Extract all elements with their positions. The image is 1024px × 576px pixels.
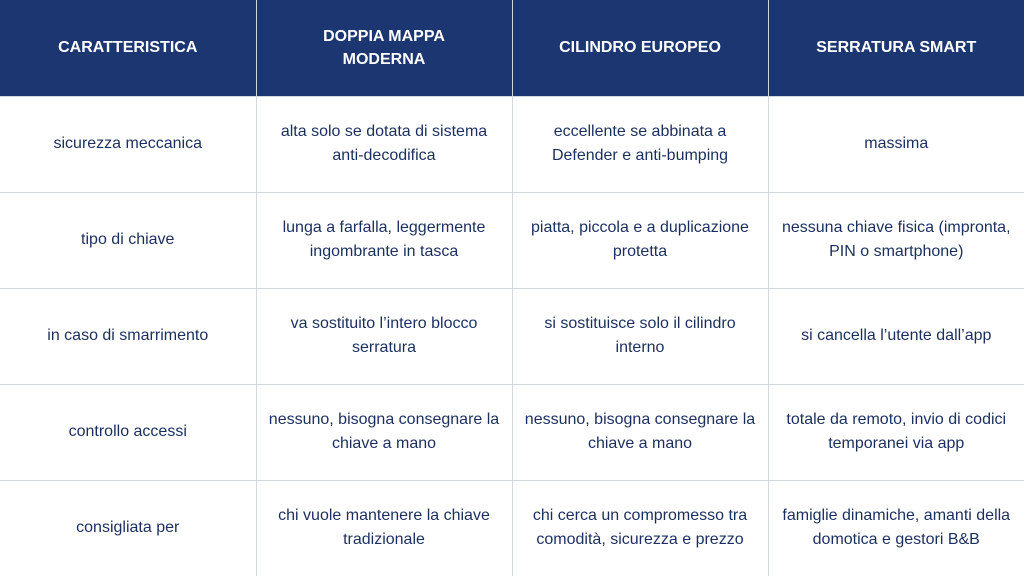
header-caratteristica: CARATTERISTICA: [0, 0, 256, 96]
table-cell: nessuno, bisogna consegnare la chiave a mano: [256, 384, 512, 480]
table-cell: piatta, piccola e a duplicazione protetta: [512, 192, 768, 288]
row-label-cell: sicurezza meccanica: [0, 96, 256, 192]
header-row: [0, 0, 1024, 96]
header-serratura-smart: SERRATURA SMART: [768, 0, 1024, 96]
table-row: [0, 96, 1024, 192]
table-cell: si sostituisce solo il cilindro interno: [512, 288, 768, 384]
row-label-cell: controllo accessi: [0, 384, 256, 480]
header-cilindro-europeo: CILINDRO EUROPEO: [512, 0, 768, 96]
table-cell: eccellente se abbinata a Defender e anti-bumping: [512, 96, 768, 192]
table-cell: va sostituito l’intero blocco serratura: [256, 288, 512, 384]
table-cell: alta solo se dotata di sistema anti-decodifica: [256, 96, 512, 192]
table-row: [0, 288, 1024, 384]
table-row: [0, 384, 1024, 480]
table-cell: chi cerca un compromesso tra comodità, sicurezza e prezzo: [512, 480, 768, 576]
row-label-cell: in caso di smarrimento: [0, 288, 256, 384]
table-cell: chi vuole mantenere la chiave tradizionale: [256, 480, 512, 576]
table-row: [0, 480, 1024, 576]
table-cell: si cancella l’utente dall’app: [768, 288, 1024, 384]
table-cell: nessuno, bisogna consegnare la chiave a mano: [512, 384, 768, 480]
table-cell: nessuna chiave fisica (impronta, PIN o smartphone): [768, 192, 1024, 288]
table-cell: totale da remoto, invio di codici temporanei via app: [768, 384, 1024, 480]
header-doppia-mappa: DOPPIA MAPPA MODERNA: [256, 0, 512, 96]
table-row: [0, 192, 1024, 288]
table-cell: massima: [768, 96, 1024, 192]
table-cell: famiglie dinamiche, amanti della domotica e gestori B&B: [768, 480, 1024, 576]
row-label-cell: consigliata per: [0, 480, 256, 576]
table-cell: lunga a farfalla, leggermente ingombrante in tasca: [256, 192, 512, 288]
row-label-cell: tipo di chiave: [0, 192, 256, 288]
